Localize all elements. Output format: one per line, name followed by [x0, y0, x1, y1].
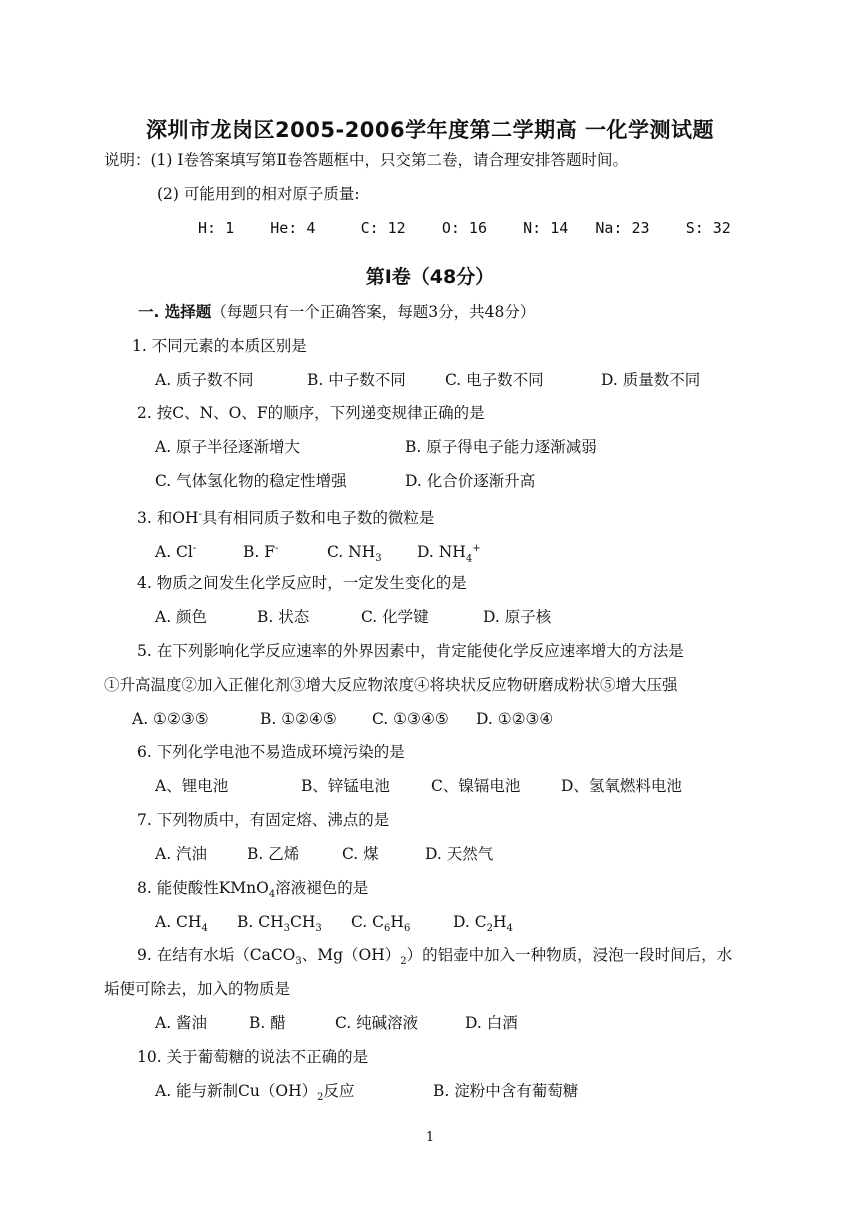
q8-option-d — [453, 912, 513, 939]
q6-option-b: B、锌锰电池 — [301, 777, 390, 795]
q5-option-c: C. ①③④⑤ — [372, 710, 449, 728]
note-line-1: 说明：(1) Ⅰ卷答案填写第Ⅱ卷答题框中，只交第二卷，请合理安排答题时间。 — [104, 151, 629, 169]
q8-d-text-2: H — [492, 913, 507, 931]
question-6-options — [155, 776, 682, 796]
mass-s: S: 32 — [685, 219, 731, 237]
q7-option-c: C. 煤 — [342, 845, 379, 863]
q8-c-text-2: H — [390, 913, 404, 931]
q5-option-d: D. ①②③④ — [476, 710, 554, 728]
q8-option-b — [237, 912, 351, 939]
section-title: 第Ⅰ卷（48分） — [365, 266, 495, 288]
part-heading-label: 一. 选择题 — [138, 303, 212, 321]
document-title: 深圳市龙岗区2005-2006学年度第二学期高 一化学测试题 — [146, 118, 714, 142]
q2-option-d: D. 化合价逐渐升高 — [405, 472, 536, 490]
q1-option-b: B. 中子数不同 — [307, 371, 406, 389]
part-instruction: （每题只有一个正确答案，每题3分，共48分） — [211, 303, 536, 321]
q10-a-text-1: A. 能与新制Cu（OH） — [155, 1082, 318, 1100]
q10-a-text-2: 反应 — [323, 1082, 355, 1100]
question-5-options — [132, 709, 553, 729]
q8-option-c — [351, 912, 453, 939]
q4-option-d: D. 原子核 — [483, 608, 552, 626]
q8-a-sub: 4 — [201, 923, 208, 935]
question-10-stem: 10. 关于葡萄糖的说法不正确的是 — [137, 1048, 369, 1066]
question-8-stem — [137, 878, 368, 905]
question-3-stem — [137, 505, 434, 528]
question-1-stem: 1. 不同元素的本质区别是 — [132, 337, 307, 355]
q8-d-sub-2: 4 — [506, 923, 513, 935]
question-4-stem: 4. 物质之间发生化学反应时，一定发生变化的是 — [137, 574, 467, 592]
q3-a-sup: - — [192, 543, 197, 554]
q8-b-text-2: CH — [290, 913, 316, 931]
q3-c-sub: 3 — [375, 553, 382, 565]
q9-stem-part-2: 、Mg（OH） — [301, 946, 401, 964]
q3-option-d — [417, 539, 481, 569]
q9-option-a: A. 酱油 — [155, 1014, 208, 1032]
q9-option-c: C. 纯碱溶液 — [335, 1014, 419, 1032]
q5-option-a: A. ①②③⑤ — [132, 710, 209, 728]
mass-na: Na: 23 — [595, 219, 650, 237]
q6-option-a: A、锂电池 — [155, 777, 229, 795]
question-8-options — [155, 912, 513, 939]
question-10-options — [155, 1081, 578, 1108]
q3-c-text: C. NH — [327, 543, 376, 562]
question-2-options-row1 — [155, 437, 597, 457]
question-5-stem-line-2: ①升高温度②加入正催化剂③增大反应物浓度④将块状反应物研磨成粉状⑤增大压强 — [104, 676, 678, 694]
mass-n: N: 14 — [523, 219, 569, 237]
q6-option-c: C、镍镉电池 — [431, 777, 521, 795]
q3-stem-sup: - — [198, 509, 202, 520]
q9-stem-part-3: ）的铝壶中加入一种物质，浸泡一段时间后，水 — [406, 946, 733, 964]
question-6-stem: 6. 下列化学电池不易造成环境污染的是 — [137, 743, 405, 761]
mass-h: H: 1 — [198, 219, 235, 237]
q8-d-sub-1: 2 — [486, 923, 493, 935]
q3-option-a — [155, 539, 243, 562]
mass-c: C: 12 — [360, 219, 406, 237]
q8-b-sub-2: 3 — [315, 923, 322, 935]
q5-option-b: B. ①②④⑤ — [260, 710, 337, 728]
atomic-masses — [198, 218, 731, 238]
page-number: 1 — [425, 1130, 435, 1145]
question-5-stem-line-1: 5. 在下列影响化学反应速率的外界因素中，肯定能使化学反应速率增大的方法是 — [137, 642, 684, 660]
q8-a-text: A. CH — [155, 913, 202, 931]
question-3-options — [155, 539, 481, 569]
q6-option-d: D、氢氧燃料电池 — [561, 777, 682, 795]
q8-stem-part-a: 8. 能使酸性KMnO — [137, 879, 269, 897]
q7-option-a: A. 汽油 — [155, 845, 208, 863]
question-4-options — [155, 607, 551, 627]
question-9-stem-line-1 — [137, 945, 732, 972]
question-9-stem-line-2: 垢便可除去，加入的物质是 — [104, 980, 291, 998]
q3-d-sub: 4 — [465, 553, 473, 565]
q9-stem-sub-2: 2 — [400, 956, 407, 968]
q9-stem-part-1: 9. 在结有水垢（CaCO — [137, 946, 296, 964]
q8-c-sub-1: 6 — [384, 923, 391, 935]
part-heading — [138, 302, 535, 322]
q3-option-c — [327, 542, 417, 569]
question-7-options — [155, 844, 493, 864]
q3-b-sup: - — [275, 543, 279, 554]
q3-a-text: A. Cl — [155, 543, 193, 562]
q1-option-a: A. 质子数不同 — [155, 371, 254, 389]
q1-option-c: C. 电子数不同 — [445, 371, 544, 389]
q4-option-c: C. 化学键 — [361, 608, 429, 626]
q8-stem-sub: 4 — [268, 889, 276, 901]
q2-option-c: C. 气体氢化物的稳定性增强 — [155, 472, 347, 490]
question-1-options — [155, 370, 700, 390]
q3-d-text: D. NH — [417, 543, 466, 562]
q8-option-a — [155, 912, 237, 939]
q8-stem-part-b: 溶液褪色的是 — [275, 879, 369, 897]
q10-option-b: B. 淀粉中含有葡萄糖 — [433, 1082, 579, 1100]
question-7-stem: 7. 下列物质中，有固定熔、沸点的是 — [137, 811, 390, 829]
note-line-2: (2) 可能用到的相对原子质量: — [157, 185, 360, 203]
q9-option-d: D. 白酒 — [465, 1014, 518, 1032]
q9-stem-sub-1: 3 — [295, 956, 302, 968]
q3-option-b — [243, 539, 327, 562]
q7-option-d: D. 天然气 — [425, 845, 494, 863]
q9-option-b: B. 醋 — [249, 1014, 286, 1032]
q8-b-sub-1: 3 — [283, 923, 290, 935]
question-2-options-row2 — [155, 471, 535, 491]
q3-stem-part-b: 具有相同质子数和电子数的微粒是 — [201, 509, 435, 528]
q1-option-d: D. 质量数不同 — [601, 371, 701, 389]
q4-option-b: B. 状态 — [257, 608, 310, 626]
question-9-options — [155, 1013, 518, 1033]
q10-option-a — [155, 1081, 433, 1108]
q8-c-sub-2: 6 — [403, 923, 411, 935]
q4-option-a: A. 颜色 — [155, 608, 208, 626]
mass-he: He: 4 — [270, 219, 316, 237]
q10-a-sub: 2 — [317, 1092, 324, 1104]
mass-o: O: 16 — [441, 219, 487, 237]
q2-option-a: A. 原子半径逐渐增大 — [155, 438, 301, 456]
q3-b-text: B. F — [243, 543, 275, 562]
q8-d-text-1: D. C — [453, 913, 487, 931]
question-2-stem: 2. 按C、N、O、F的顺序，下列递变规律正确的是 — [137, 404, 485, 422]
q7-option-b: B. 乙烯 — [247, 845, 300, 863]
q8-c-text-1: C. C — [351, 913, 385, 931]
q3-stem-part-a: 3. 和OH — [137, 509, 199, 528]
q3-d-sup: + — [472, 543, 481, 554]
q8-b-text-1: B. CH — [237, 913, 284, 931]
q2-option-b: B. 原子得电子能力逐渐减弱 — [405, 438, 597, 456]
